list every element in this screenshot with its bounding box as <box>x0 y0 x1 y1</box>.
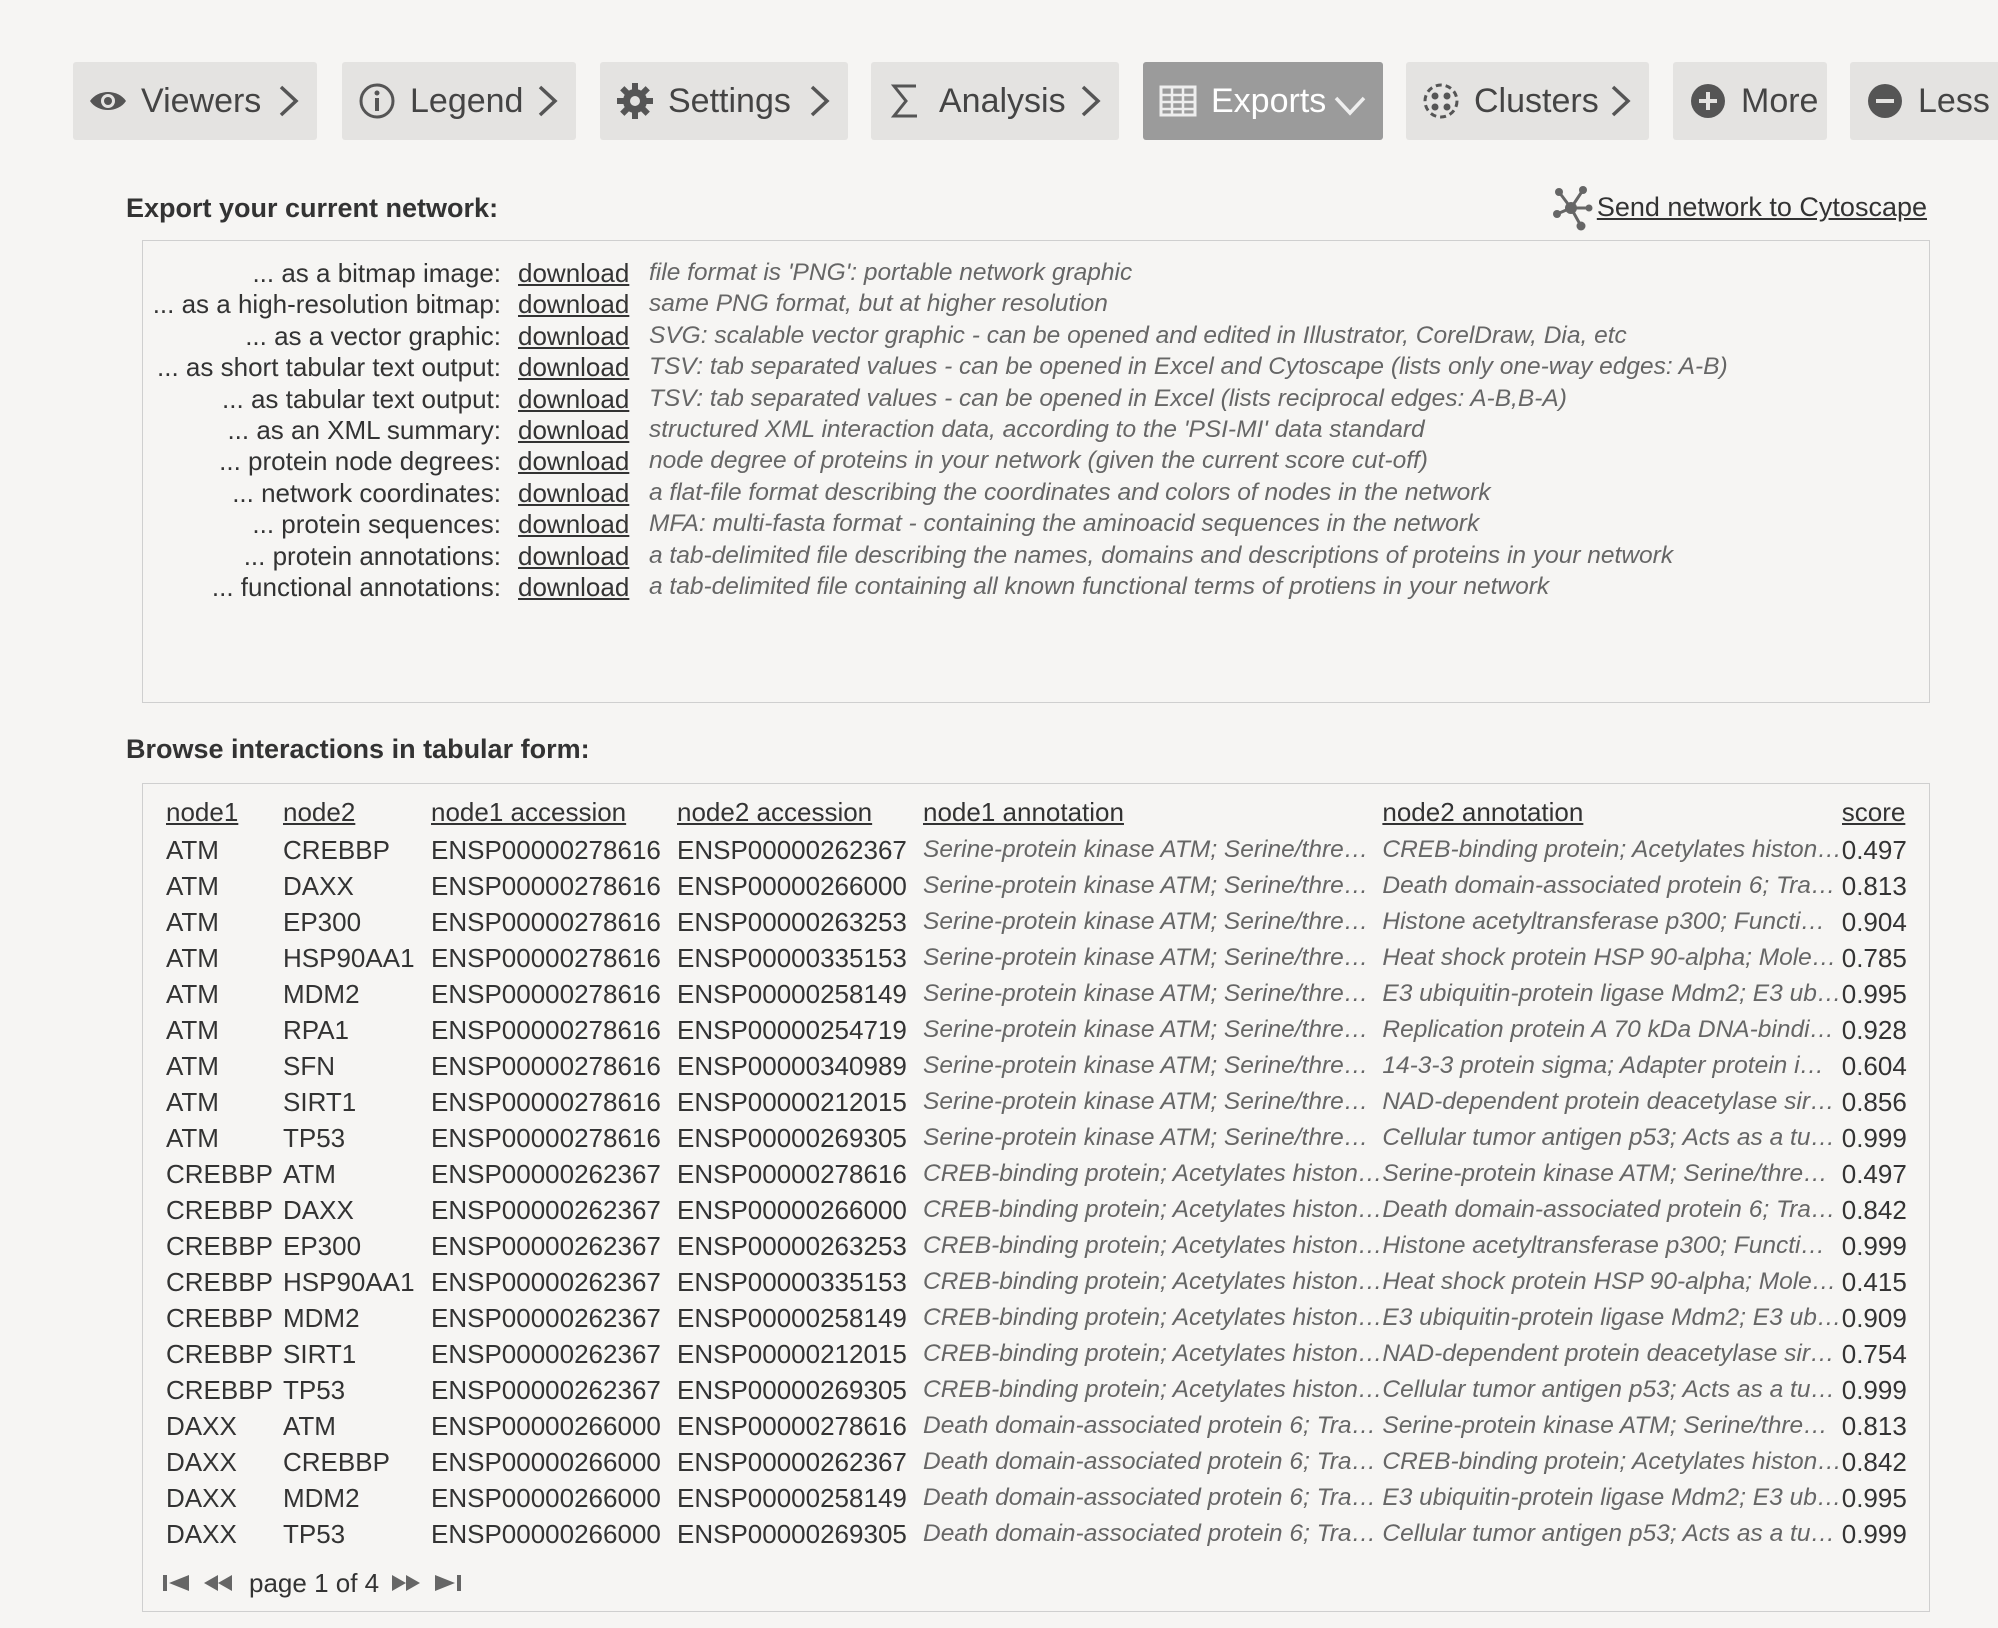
tab-less[interactable] <box>1850 62 1998 140</box>
download-link[interactable]: download <box>518 540 630 571</box>
cell-node2: SIRT1 <box>283 1087 357 1117</box>
cell-node2-accession: ENSP00000340989 <box>677 1051 907 1081</box>
cell-score: 0.497 <box>1841 1159 1907 1189</box>
cell-node2-accession: ENSP00000258149 <box>677 979 907 1009</box>
tab-label: Settings <box>668 81 791 120</box>
cell-node1: ATM <box>166 1015 219 1045</box>
tab-label: Exports <box>1211 81 1327 120</box>
export-section-title: Export your current network: <box>126 193 499 223</box>
cell-node1-annotation: Serine-protein kinase ATM; Serine/thre… <box>923 1016 1369 1043</box>
export-row-description: SVG: scalable vector graphic - can be opened and edited in Illustrator, CorelDraw, Dia, etc <box>649 321 1627 349</box>
cell-node1-annotation: Death domain-associated protein 6; Tra… <box>923 1484 1377 1511</box>
cell-node2-accession: ENSP00000269305 <box>677 1375 907 1405</box>
export-row-description: a tab-delimited file describing the names, domains and descriptions of proteins in your network <box>649 541 1674 569</box>
cell-node2-accession: ENSP00000269305 <box>677 1123 907 1153</box>
cell-node2-accession: ENSP00000266000 <box>677 871 907 901</box>
cell-node2-annotation: Serine-protein kinase ATM; Serine/thre… <box>1382 1160 1828 1187</box>
cell-node1-accession: ENSP00000266000 <box>431 1411 661 1441</box>
column-header-node1-annotation[interactable] <box>923 792 1382 832</box>
cell-node2-annotation: Cellular tumor antigen p53; Acts as a tu… <box>1382 1376 1835 1403</box>
export-row-description: node degree of proteins in your network (given the current score cut-off) <box>649 447 1428 475</box>
table-row[interactable] <box>166 1408 1922 1444</box>
cell-node2-annotation: Cellular tumor antigen p53; Acts as a tu… <box>1382 1124 1835 1151</box>
plus-circle-icon <box>1687 80 1729 122</box>
cell-node2: TP53 <box>283 1519 346 1549</box>
table-row[interactable] <box>166 1048 1922 1084</box>
column-header-label: score <box>1841 796 1906 827</box>
cell-node2-annotation: Death domain-associated protein 6; Tra… <box>1382 872 1836 899</box>
cell-node1-annotation: Serine-protein kinase ATM; Serine/thre… <box>923 908 1369 935</box>
cell-node2: TP53 <box>283 1375 346 1405</box>
cell-node1-accession: ENSP00000262367 <box>431 1339 661 1369</box>
cell-node1-annotation: CREB-binding protein; Acetylates histon… <box>923 1304 1383 1331</box>
cell-node1-accession: ENSP00000278616 <box>431 979 661 1009</box>
cell-score: 0.813 <box>1841 1411 1907 1441</box>
tab-viewers[interactable] <box>73 62 317 140</box>
export-row-label: ... functional annotations: <box>211 572 501 602</box>
cell-node2-accession: ENSP00000262367 <box>677 835 907 865</box>
export-row-label: ... as a vector graphic: <box>245 320 501 351</box>
tab-settings[interactable] <box>600 62 848 140</box>
cell-node2-accession: ENSP00000212015 <box>677 1087 907 1117</box>
cell-score: 0.928 <box>1841 1015 1907 1045</box>
info-icon <box>356 80 398 122</box>
cell-node1-accession: ENSP00000266000 <box>431 1483 661 1513</box>
interactions-table-box <box>142 783 1930 1612</box>
column-header-label: node1 accession <box>431 796 627 827</box>
cell-node1-annotation: Serine-protein kinase ATM; Serine/thre… <box>923 980 1369 1007</box>
cell-node2: ATM <box>283 1159 336 1189</box>
cell-node2: DAXX <box>283 871 354 901</box>
table-row[interactable] <box>166 976 1922 1012</box>
download-link[interactable]: download <box>518 509 630 540</box>
chevron-right-icon <box>277 84 301 118</box>
cell-node2-accession: ENSP00000258149 <box>677 1303 907 1333</box>
cell-node1-accession: ENSP00000278616 <box>431 1123 661 1153</box>
table-row[interactable] <box>166 1336 1922 1372</box>
column-header-label: node2 accession <box>677 796 873 827</box>
cytoscape-icon <box>1551 182 1595 232</box>
export-row-description: structured XML interaction data, according to the 'PSI-MI' data standard <box>649 416 1425 443</box>
cell-node1-annotation: Death domain-associated protein 6; Tra… <box>923 1520 1377 1547</box>
tab-label: Legend <box>410 81 524 120</box>
export-row <box>143 567 1929 607</box>
minus-circle-icon <box>1864 80 1906 122</box>
cell-node2: TP53 <box>283 1123 346 1153</box>
cell-node1-accession: ENSP00000262367 <box>431 1195 661 1225</box>
cell-node2: EP300 <box>283 1231 362 1261</box>
cell-node2-annotation: NAD-dependent protein deacetylase sir… <box>1382 1340 1835 1367</box>
cell-node1-annotation: Serine-protein kinase ATM; Serine/thre… <box>923 1124 1369 1151</box>
cell-score: 0.842 <box>1841 1195 1907 1225</box>
cell-node2: MDM2 <box>283 1483 360 1513</box>
cell-node1-accession: ENSP00000278616 <box>431 871 661 901</box>
table-icon <box>1157 80 1199 122</box>
cell-node2: CREBBP <box>283 1447 390 1477</box>
cell-node1-annotation: Serine-protein kinase ATM; Serine/thre… <box>923 872 1369 899</box>
cell-node2-annotation: Cellular tumor antigen p53; Acts as a tu… <box>1382 1520 1835 1547</box>
table-row[interactable] <box>166 1228 1922 1264</box>
cell-node1: ATM <box>166 943 219 973</box>
column-header-label: node2 <box>283 796 356 827</box>
download-link[interactable]: download <box>518 477 630 508</box>
cell-node2-accession: ENSP00000262367 <box>677 1447 907 1477</box>
cell-score: 0.909 <box>1841 1303 1907 1333</box>
cell-node2-annotation: Heat shock protein HSP 90-alpha; Mole… <box>1382 944 1837 971</box>
cell-node2-annotation: Heat shock protein HSP 90-alpha; Mole… <box>1382 1268 1837 1295</box>
cell-node1: ATM <box>166 1087 219 1117</box>
cell-node1-annotation: CREB-binding protein; Acetylates histon… <box>923 1376 1383 1403</box>
interactions-table <box>166 792 1922 1552</box>
export-row-label: ... protein annotations: <box>243 540 501 571</box>
table-row[interactable] <box>166 940 1922 976</box>
toolbar <box>73 62 1998 140</box>
cell-node2-accession: ENSP00000269305 <box>677 1519 907 1549</box>
cell-node1-accession: ENSP00000278616 <box>431 943 661 973</box>
table-row[interactable] <box>166 1120 1922 1156</box>
export-row-description: TSV: tab separated values - can be opened in Excel and Cytoscape (lists only one-way edges: A-B) <box>649 353 1728 381</box>
tab-label: Analysis <box>939 81 1066 120</box>
cell-score: 0.999 <box>1841 1123 1907 1153</box>
cell-score: 0.999 <box>1841 1231 1907 1261</box>
export-row-description: same PNG format, but at higher resolution <box>649 290 1108 318</box>
cell-score: 0.415 <box>1841 1267 1907 1297</box>
send-to-cytoscape-link[interactable]: Send network to Cytoscape <box>1596 191 1927 222</box>
cell-node2-accession: ENSP00000212015 <box>677 1339 907 1369</box>
cell-node1-annotation: CREB-binding protein; Acetylates histon… <box>923 1196 1383 1223</box>
chevron-right-icon <box>536 84 560 118</box>
chevron-down-icon <box>1333 94 1367 118</box>
table-row[interactable] <box>166 904 1922 940</box>
cell-node1: ATM <box>166 1051 219 1081</box>
cell-node2-accession: ENSP00000335153 <box>677 1267 907 1297</box>
column-header-node1-accession[interactable] <box>431 792 677 832</box>
column-header-node2[interactable] <box>283 792 431 832</box>
column-header-score[interactable] <box>1842 792 1922 832</box>
cell-node2: RPA1 <box>283 1015 349 1045</box>
cell-score: 0.754 <box>1841 1339 1907 1369</box>
cell-node2-annotation: Histone acetyltransferase p300; Functi… <box>1382 908 1825 935</box>
chevron-right-icon <box>1609 84 1633 118</box>
export-row-label: ... network coordinates: <box>232 477 501 508</box>
cell-node1: CREBBP <box>166 1159 273 1189</box>
cell-node2: DAXX <box>283 1195 354 1225</box>
column-header-label: node1 <box>166 796 239 827</box>
previous-page-icon[interactable] <box>203 1572 233 1594</box>
table-row[interactable] <box>166 1372 1922 1408</box>
table-row[interactable] <box>166 1444 1922 1480</box>
tab-label: Less <box>1918 81 1990 120</box>
cell-node1: ATM <box>166 835 219 865</box>
cell-node1-accession: ENSP00000262367 <box>431 1267 661 1297</box>
cell-node1-annotation: Serine-protein kinase ATM; Serine/thre… <box>923 836 1369 863</box>
page-indicator: page 1 of 4 <box>249 1567 380 1598</box>
cell-node1: CREBBP <box>166 1231 273 1261</box>
cell-node1-accession: ENSP00000262367 <box>431 1231 661 1261</box>
export-row-label: ... protein sequences: <box>252 509 501 540</box>
cell-node2-annotation: Histone acetyltransferase p300; Functi… <box>1382 1232 1825 1259</box>
next-page-icon[interactable] <box>391 1572 421 1594</box>
tab-more[interactable] <box>1673 62 1827 140</box>
cell-node2-annotation: CREB-binding protein; Acetylates histon… <box>1382 836 1842 863</box>
export-row-label: ... as an XML summary: <box>227 415 501 445</box>
cell-node2: EP300 <box>283 907 362 937</box>
download-link[interactable]: download <box>518 320 630 351</box>
cell-node1: DAXX <box>166 1483 237 1513</box>
download-link[interactable]: download <box>518 352 630 383</box>
cell-node1: DAXX <box>166 1519 237 1549</box>
export-row-description: TSV: tab separated values - can be opened in Excel (lists reciprocal edges: A-B,B-A) <box>649 384 1567 412</box>
cell-node2: SIRT1 <box>283 1339 357 1369</box>
export-row-label: ... as a bitmap image: <box>252 258 501 288</box>
table-row[interactable] <box>166 1156 1922 1192</box>
cell-node2: CREBBP <box>283 835 390 865</box>
last-page-icon[interactable] <box>433 1572 463 1594</box>
cell-node1: ATM <box>166 979 219 1009</box>
tab-analysis[interactable] <box>871 62 1119 140</box>
download-link[interactable]: download <box>518 289 630 320</box>
column-header-label: node1 annotation <box>923 796 1124 827</box>
tab-label: More <box>1741 81 1819 120</box>
cytoscape-link-container <box>1551 182 1927 232</box>
cell-score: 0.604 <box>1841 1051 1907 1081</box>
export-options-box <box>142 240 1930 703</box>
cell-node1-annotation: CREB-binding protein; Acetylates histon… <box>923 1268 1383 1295</box>
cell-node2-accession: ENSP00000278616 <box>677 1159 907 1189</box>
cell-node1: DAXX <box>166 1447 237 1477</box>
cell-node1-accession: ENSP00000278616 <box>431 1087 661 1117</box>
cell-score: 0.497 <box>1841 835 1907 865</box>
gear-icon <box>614 80 656 122</box>
interactions-section-title: Browse interactions in tabular form: <box>126 734 590 764</box>
tab-exports[interactable] <box>1143 62 1383 140</box>
cell-score: 0.842 <box>1841 1447 1907 1477</box>
cell-node1-annotation: Death domain-associated protein 6; Tra… <box>923 1412 1377 1439</box>
cell-node1: CREBBP <box>166 1267 273 1297</box>
cell-node1: DAXX <box>166 1411 237 1441</box>
cell-node1-accession: ENSP00000278616 <box>431 1015 661 1045</box>
cell-score: 0.904 <box>1841 907 1907 937</box>
cell-node2: SFN <box>283 1051 335 1081</box>
table-row[interactable] <box>166 1084 1922 1120</box>
cell-node2-annotation: E3 ubiquitin-protein ligase Mdm2; E3 ub… <box>1382 1304 1842 1331</box>
cell-score: 0.999 <box>1841 1375 1907 1405</box>
cell-node1-annotation: CREB-binding protein; Acetylates histon… <box>923 1232 1383 1259</box>
tab-legend[interactable] <box>342 62 576 140</box>
tab-label: Viewers <box>141 81 262 120</box>
cell-node1-accession: ENSP00000262367 <box>431 1303 661 1333</box>
cell-node2-accession: ENSP00000278616 <box>677 1411 907 1441</box>
cell-node2-annotation: NAD-dependent protein deacetylase sir… <box>1382 1088 1835 1115</box>
table-row[interactable] <box>166 1012 1922 1048</box>
cell-node2-annotation: 14-3-3 protein sigma; Adapter protein i… <box>1382 1052 1825 1079</box>
cell-node1-accession: ENSP00000262367 <box>431 1375 661 1405</box>
cell-score: 0.999 <box>1841 1519 1907 1549</box>
cell-node1-annotation: Serine-protein kinase ATM; Serine/thre… <box>923 1088 1369 1115</box>
table-row[interactable] <box>166 1264 1922 1300</box>
cell-node2: MDM2 <box>283 979 360 1009</box>
cell-node1: ATM <box>166 871 219 901</box>
export-row-label: ... as tabular text output: <box>222 383 501 414</box>
cell-node2: ATM <box>283 1411 336 1441</box>
sigma-icon <box>885 80 927 122</box>
cell-node2-annotation: Serine-protein kinase ATM; Serine/thre… <box>1382 1412 1828 1439</box>
cell-node1-accession: ENSP00000266000 <box>431 1519 661 1549</box>
cell-node1-accession: ENSP00000278616 <box>431 1051 661 1081</box>
export-row-label: ... protein node degrees: <box>219 446 501 477</box>
download-link[interactable]: download <box>518 446 630 477</box>
cell-node2-annotation: CREB-binding protein; Acetylates histon… <box>1382 1448 1842 1475</box>
cell-node2-accession: ENSP00000258149 <box>677 1483 907 1513</box>
export-row-label: ... as short tabular text output: <box>157 352 501 383</box>
export-row-description: a tab-delimited file containing all known functional terms of protiens in your network <box>649 573 1550 600</box>
cell-node2-annotation: E3 ubiquitin-protein ligase Mdm2; E3 ub… <box>1382 980 1842 1007</box>
cell-node1: CREBBP <box>166 1375 273 1405</box>
download-link[interactable]: download <box>518 383 630 414</box>
column-header-node2-annotation[interactable] <box>1382 792 1841 832</box>
download-link[interactable]: download <box>518 572 630 602</box>
download-link[interactable]: download <box>518 415 630 445</box>
cell-node2-annotation: E3 ubiquitin-protein ligase Mdm2; E3 ub… <box>1382 1484 1842 1511</box>
chevron-right-icon <box>808 84 832 118</box>
export-row-description: MFA: multi-fasta format - containing the aminoacid sequences in the network <box>649 510 1480 538</box>
cell-node1-accession: ENSP00000266000 <box>431 1447 661 1477</box>
cell-node2: MDM2 <box>283 1303 360 1333</box>
table-row[interactable] <box>166 832 1922 868</box>
cell-node1-accession: ENSP00000278616 <box>431 907 661 937</box>
cell-node1: ATM <box>166 1123 219 1153</box>
cell-node2-accession: ENSP00000263253 <box>677 907 907 937</box>
cell-node2-accession: ENSP00000254719 <box>677 1015 907 1045</box>
cell-node2-annotation: Death domain-associated protein 6; Tra… <box>1382 1196 1836 1223</box>
export-row-label: ... as a high-resolution bitmap: <box>152 289 501 320</box>
cell-node2-accession: ENSP00000335153 <box>677 943 907 973</box>
cell-node1-annotation: CREB-binding protein; Acetylates histon… <box>923 1160 1383 1187</box>
clusters-icon <box>1420 80 1462 122</box>
cell-node2-accession: ENSP00000263253 <box>677 1231 907 1261</box>
cell-node1-accession: ENSP00000278616 <box>431 835 661 865</box>
cell-node1-annotation: Serine-protein kinase ATM; Serine/thre… <box>923 944 1369 971</box>
table-row[interactable] <box>166 1480 1922 1516</box>
column-header-node2-accession[interactable] <box>677 792 923 832</box>
export-row-description: a flat-file format describing the coordinates and colors of nodes in the network <box>649 478 1491 506</box>
download-link[interactable]: download <box>518 258 630 288</box>
cell-node1: CREBBP <box>166 1303 273 1333</box>
cell-score: 0.785 <box>1841 943 1907 973</box>
cell-score: 0.995 <box>1841 1483 1907 1513</box>
tab-label: Clusters <box>1474 81 1599 120</box>
table-row[interactable] <box>166 1300 1922 1336</box>
export-row-description: file format is 'PNG': portable network graphic <box>649 259 1133 286</box>
chevron-right-icon <box>1079 84 1103 118</box>
table-row[interactable] <box>166 1192 1922 1228</box>
cell-node1-accession: ENSP00000262367 <box>431 1159 661 1189</box>
first-page-icon[interactable] <box>161 1572 191 1594</box>
cell-node2-annotation: Replication protein A 70 kDa DNA-bindi… <box>1382 1016 1835 1043</box>
cell-score: 0.856 <box>1841 1087 1907 1117</box>
cell-score: 0.813 <box>1841 871 1907 901</box>
cell-node2-accession: ENSP00000266000 <box>677 1195 907 1225</box>
cell-node1-annotation: Serine-protein kinase ATM; Serine/thre… <box>923 1052 1369 1079</box>
table-header-row <box>166 792 1922 832</box>
cell-node2: HSP90AA1 <box>283 1267 415 1297</box>
cell-node2: HSP90AA1 <box>283 943 415 973</box>
cell-node1: CREBBP <box>166 1339 273 1369</box>
cell-node1-annotation: CREB-binding protein; Acetylates histon… <box>923 1340 1383 1367</box>
cell-node1: CREBBP <box>166 1195 273 1225</box>
pagination <box>161 1565 475 1601</box>
table-row[interactable] <box>166 868 1922 904</box>
cell-node1: ATM <box>166 907 219 937</box>
tab-clusters[interactable] <box>1406 62 1649 140</box>
cell-node1-annotation: Death domain-associated protein 6; Tra… <box>923 1448 1377 1475</box>
table-row[interactable] <box>166 1516 1922 1552</box>
column-header-label: node2 annotation <box>1382 796 1584 827</box>
cell-score: 0.995 <box>1841 979 1907 1009</box>
column-header-node1[interactable] <box>166 792 283 832</box>
eye-icon <box>87 80 129 122</box>
